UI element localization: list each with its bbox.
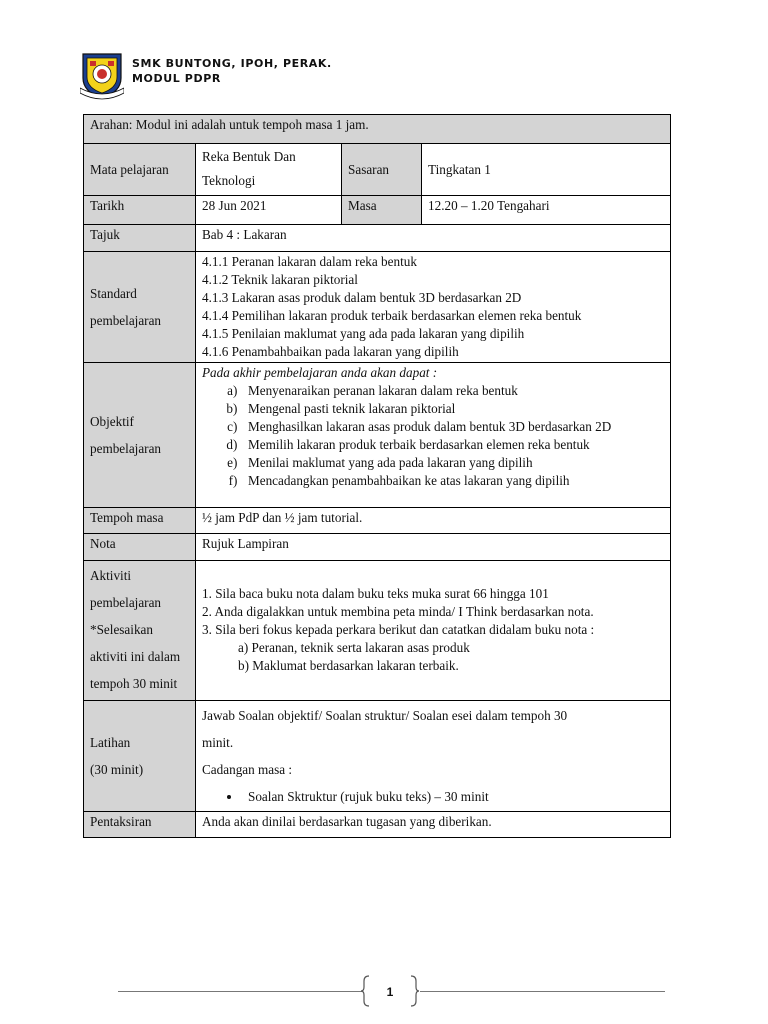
exercise-label-line1: Latihan: [90, 735, 131, 750]
objective-row: [84, 363, 671, 508]
exercise-row: [84, 701, 671, 812]
activity-label: [84, 561, 196, 701]
footer-rule-right: [420, 991, 665, 992]
exercise-bullets: [202, 783, 665, 810]
standard-item: 4.1.4 Pemilihan lakaran produk terbaik berdasarkan elemen reka bentuk: [202, 308, 582, 323]
activity-substep: a) Peranan, teknik serta lakaran asas produk: [238, 640, 470, 655]
standard-item: 4.1.2 Teknik lakaran piktorial: [202, 272, 358, 287]
duration-value: ½ jam PdP dan ½ jam tutorial.: [196, 508, 671, 534]
exercise-label-line2: (30 minit): [90, 762, 144, 777]
instruction-row: [84, 115, 671, 144]
topic-row: [84, 225, 671, 252]
exercise-body: [196, 701, 671, 812]
school-heading: [132, 56, 332, 86]
exercise-line: Jawab Soalan objektif/ Soalan struktur/ Soalan esei dalam tempoh 30: [202, 708, 568, 723]
footer-rule-left: [118, 991, 362, 992]
duration-label: Tempoh masa: [84, 508, 196, 534]
standard-row: [84, 252, 671, 363]
standard-item: 4.1.6 Penambahbaikan pada lakaran yang dipilih: [202, 344, 459, 359]
assessment-row: [84, 812, 671, 838]
activity-label-line: Aktiviti: [90, 568, 132, 583]
school-crest-icon: [80, 50, 124, 100]
activity-label-line: tempoh 30 minit: [90, 676, 178, 691]
standard-label: [84, 252, 196, 363]
subject-row: [84, 144, 671, 196]
exercise-line: minit.: [202, 735, 234, 750]
subject-label: Mata pelajaran: [84, 144, 196, 196]
activity-steps: [196, 561, 671, 701]
objective-label: [84, 363, 196, 508]
note-value: Rujuk Lampiran: [196, 534, 671, 561]
activity-label-line: pembelajaran: [90, 595, 162, 610]
objective-item: b. Mengenal pasti teknik lakaran piktorial: [244, 400, 665, 418]
activity-substep: b) Maklumat berdasarkan lakaran terbaik.: [238, 658, 459, 673]
objective-label-line1: Objektif: [90, 414, 134, 429]
standard-item: 4.1.3 Lakaran asas produk dalam bentuk 3D berdasarkan 2D: [202, 290, 522, 305]
note-label: Nota: [84, 534, 196, 561]
standard-list: [196, 252, 671, 363]
instruction-cell: Arahan: Modul ini adalah untuk tempoh masa 1 jam.: [84, 115, 671, 144]
page-footer: [0, 975, 768, 1009]
topic-value: Bab 4 : Lakaran: [196, 225, 671, 252]
time-value: 12.20 – 1.20 Tengahari: [422, 196, 671, 225]
objective-intro: Pada akhir pembelajaran anda akan dapat :: [202, 365, 438, 380]
activity-label-line: *Selesaikan: [90, 622, 153, 637]
objective-item: f. Mencadangkan penambahbaikan ke atas lakaran yang dipilih: [244, 472, 665, 490]
objective-item: d. Memilih lakaran produk terbaik berdasarkan elemen reka bentuk: [244, 436, 665, 454]
standard-item: 4.1.1 Peranan lakaran dalam reka bentuk: [202, 254, 417, 269]
date-value: 28 Jun 2021: [196, 196, 342, 225]
date-row: [84, 196, 671, 225]
objective-item: a. Menyenaraikan peranan lakaran dalam reka bentuk: [244, 382, 665, 400]
target-label: Sasaran: [342, 144, 422, 196]
module-table: [83, 114, 671, 838]
module-name: MODUL PDPR: [132, 72, 221, 85]
activity-label-line: aktiviti ini dalam: [90, 649, 181, 664]
objective-list: [196, 363, 671, 508]
topic-label: Tajuk: [84, 225, 196, 252]
activity-step: 1. Sila baca buku nota dalam buku teks muka surat 66 hingga 101: [202, 586, 549, 601]
activity-row: [84, 561, 671, 701]
activity-step: 3. Sila beri fokus kepada perkara berikut dan catatkan didalam buku nota :: [202, 622, 595, 637]
exercise-bullet: • Soalan Sktruktur (rujuk buku teks) – 30 minit: [242, 783, 665, 810]
objective-label-line2: pembelajaran: [90, 441, 162, 456]
assessment-value: Anda akan dinilai berdasarkan tugasan yang diberikan.: [196, 812, 671, 838]
subject-value-line2: Teknologi: [202, 173, 256, 188]
target-value: Tingkatan 1: [422, 144, 671, 196]
standard-item: 4.1.5 Penilaian maklumat yang ada pada lakaran yang dipilih: [202, 326, 525, 341]
activity-step: 2. Anda digalakkan untuk membina peta minda/ I Think berdasarkan nota.: [202, 604, 594, 619]
exercise-time-suggestion: Cadangan masa :: [202, 762, 293, 777]
objective-items: [202, 382, 665, 490]
subject-value: [196, 144, 342, 196]
right-brace-icon: [410, 975, 420, 1007]
subject-value-line1: Reka Bentuk Dan: [202, 149, 296, 164]
date-label: Tarikh: [84, 196, 196, 225]
assessment-label: Pentaksiran: [84, 812, 196, 838]
note-row: [84, 534, 671, 561]
objective-item: c. Menghasilkan lakaran asas produk dalam bentuk 3D berdasarkan 2D: [244, 418, 665, 436]
school-name: SMK BUNTONG, IPOH, PERAK.: [132, 57, 332, 70]
exercise-label: [84, 701, 196, 812]
standard-label-line2: pembelajaran: [90, 313, 162, 328]
page-number: 1: [386, 985, 394, 999]
objective-item: e. Menilai maklumat yang ada pada lakaran yang dipilih: [244, 454, 665, 472]
time-label: Masa: [342, 196, 422, 225]
duration-row: [84, 508, 671, 534]
standard-label-line1: Standard: [90, 286, 137, 301]
